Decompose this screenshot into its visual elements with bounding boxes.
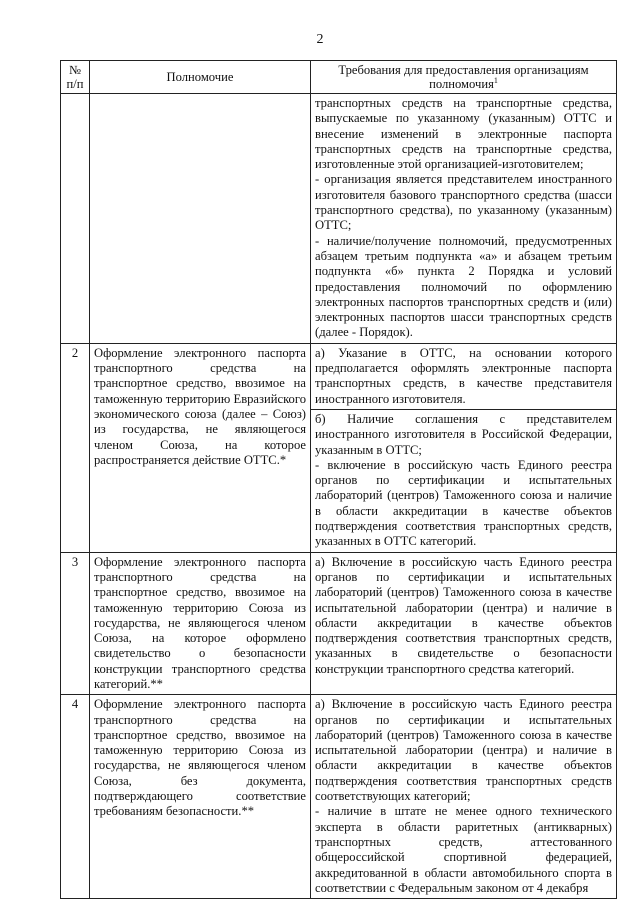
requirement-paragraph: а) Включение в российскую часть Единого реестра органов по сертификации и испытательных лабораторий (центров) Таможенного союза в качестве испытательной лаборатории (центра) и наличие в области аккредитации в качестве объектов подтверждения соответствия транспортных средств, указанных в свидетельстве о безопасности конструкции транспортного средства категорий. bbox=[315, 554, 612, 676]
table-row-4 bbox=[61, 695, 617, 899]
footnote-mark: 1 bbox=[493, 75, 498, 85]
requirements-cell bbox=[311, 343, 617, 409]
authority-empty bbox=[90, 94, 311, 344]
table-row-2a bbox=[61, 343, 617, 409]
requirement-paragraph: транспортных средств на транспортные средства, выпускаемые по указанному (указанным) ОТТС и внесение изменений в электронные паспорта транспортных средств на транспортные средства, изготовленные этой организацией-изготовителем; bbox=[315, 96, 612, 172]
requirements-continuation bbox=[311, 94, 617, 344]
requirements-table bbox=[60, 60, 617, 899]
requirement-paragraph: - организация является представителем иностранного изготовителя базового транспортного средства (шасси транспортного средства), по указанному (указанным) ОТТС; bbox=[315, 172, 612, 233]
table-row-3 bbox=[61, 552, 617, 695]
requirement-paragraph: - наличие в штате не менее одного технического эксперта в области раритетных (антикварных) транспортных средств, аттестованного общероссийской спортивной федерацией, аккредитованной в области автомобильного спорта в соответствии с Федеральным законом от 4 декабря bbox=[315, 804, 612, 895]
requirement-paragraph: а) Указание в ОТТС, на основании которого предполагается оформлять электронные паспорта транспортных средств, в качестве представителя иностранного изготовителя. bbox=[315, 345, 612, 406]
row-number: 4 bbox=[61, 695, 90, 899]
header-requirements bbox=[311, 61, 617, 94]
row-number: 2 bbox=[61, 343, 90, 552]
table-header-row bbox=[61, 61, 617, 94]
requirement-paragraph: - включение в российскую часть Единого реестра органов по сертификации и испытательных лабораторий (центров) Таможенного союза и наличие в области аккредитации в качестве объектов подтверждения соответствия транспортных средств, указанных в ОТТС категорий. bbox=[315, 457, 612, 549]
row-number: 3 bbox=[61, 552, 90, 695]
table-row-continuation bbox=[61, 94, 617, 344]
requirement-paragraph: - наличие/получение полномочий, предусмотренных абзацем третьим подпункта «а» и абзацем третьим подпункта «б» пункта 2 Порядка и условий предоставления полномочий по оформлению электронных паспортов транспортных средств и (или) электронных паспортов шасси транспортных средств (далее - Порядок). bbox=[315, 233, 612, 340]
page-number: 2 bbox=[316, 32, 324, 47]
header-requirements-text: Требования для предоставления организациям полномочия bbox=[338, 63, 589, 91]
requirements-cell bbox=[311, 552, 617, 695]
requirement-paragraph: б) Наличие соглашения с представителем иностранного изготовителя в Российской Федерации, указанным в ОТТС; bbox=[315, 411, 612, 457]
requirements-cell bbox=[311, 409, 617, 552]
requirements-cell bbox=[311, 695, 617, 899]
authority-cell: Оформление электронного паспорта транспортного средства на транспортное средство, ввозимое на таможенную территорию Союза из государства, не являющегося членом Союза, на которое оформлено свидетельство о безопасности конструкции транспортного средства категорий.** bbox=[90, 552, 311, 695]
requirement-paragraph: а) Включение в российскую часть Единого реестра органов по сертификации и испытательных лабораторий (центров) Таможенного союза в качестве испытательной лаборатории (центра) и наличие в области аккредитации в качестве объектов подтверждения соответствия транспортных средств соответствующих категорий; bbox=[315, 697, 612, 804]
authority-cell: Оформление электронного паспорта транспортного средства на транспортное средство, ввозимое на таможенную территорию Евразийского экономического союза (далее – Союз) из государства, не являющегося членом Союза, на которое распространяется действие ОТТС.* bbox=[90, 343, 311, 552]
header-authority: Полномочие bbox=[90, 61, 311, 94]
header-number: № п/п bbox=[61, 61, 90, 94]
row-number-empty bbox=[61, 94, 90, 344]
authority-cell: Оформление электронного паспорта транспортного средства на транспортное средство, ввозимое на таможенную территорию Союза из государства, не являющегося членом Союза, без документа, подтверждающего соответствие требованиям безопасности.** bbox=[90, 695, 311, 899]
